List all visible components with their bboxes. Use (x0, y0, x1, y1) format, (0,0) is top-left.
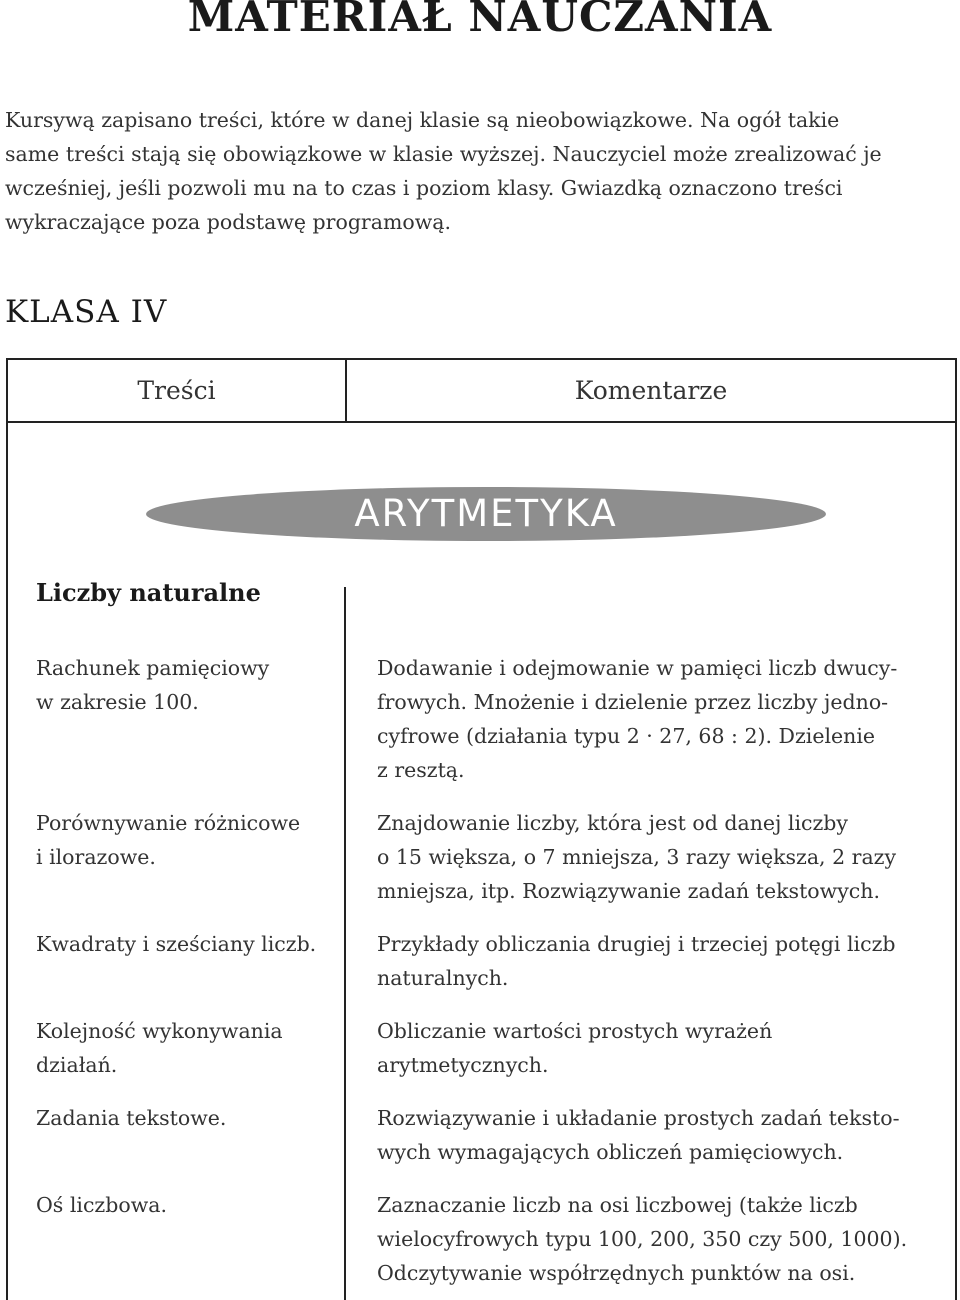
row-topic-line: Porównywanie różnicowe (36, 811, 301, 835)
row-comment (377, 1188, 947, 1290)
row-comment-line: Rozwiązywanie i układanie prostych zadań teksto- (377, 1106, 900, 1130)
row-topic-line: Kwadraty i sześciany liczb. (36, 932, 317, 956)
row-comment-line: cyfrowe (działania typu 2 · 27, 68 : 2). Dzielenie (377, 724, 876, 748)
row-topic-line: Kolejność wykonywania (36, 1019, 283, 1043)
subsection-title: Liczby naturalne (36, 578, 261, 607)
class-heading: KLASA IV (5, 294, 168, 330)
row-topic (36, 806, 336, 874)
column-header-content: Treści (8, 360, 347, 421)
row-comment-line: Przykłady obliczania drugiej i trzeciej potęgi liczb (377, 932, 896, 956)
row-topic (36, 927, 336, 961)
row-comment (377, 806, 947, 908)
table-header (6, 358, 957, 423)
row-comment-line: Obliczanie wartości prostych wyrażeń (377, 1019, 773, 1043)
row-topic-line: Rachunek pamięciowy (36, 656, 270, 680)
row-comment-line: mniejsza, itp. Rozwiązywanie zadań tekstowych. (377, 879, 880, 903)
row-comment-line: z resztą. (377, 758, 465, 782)
row-comment-line: frowych. Mnożenie i dzielenie przez liczby jedno- (377, 690, 889, 714)
intro-line: Kursywą zapisano treści, które w danej klasie są nieobowiązkowe. Na ogół takie (5, 108, 840, 132)
row-comment-line: Dodawanie i odejmowanie w pamięci liczb dwucy- (377, 656, 898, 680)
row-topic-line: i ilorazowe. (36, 845, 156, 869)
row-comment-line: Znajdowanie liczby, która jest od danej liczby (377, 811, 849, 835)
row-topic-line: w zakresie 100. (36, 690, 199, 714)
row-comment (377, 1014, 947, 1082)
column-divider (344, 587, 346, 1300)
row-topic (36, 1101, 336, 1135)
section-title: ARYTMETYKA (354, 492, 618, 535)
row-comment-line: naturalnych. (377, 966, 509, 990)
row-topic (36, 1014, 336, 1082)
row-topic (36, 1188, 336, 1222)
row-comment-line: wielocyfrowych typu 100, 200, 350 czy 500, 1000). (377, 1227, 908, 1251)
page-title: MATERIAŁ NAUCZANIA (187, 0, 773, 41)
row-topic-line: Oś liczbowa. (36, 1193, 167, 1217)
row-comment-line: arytmetycznych. (377, 1053, 549, 1077)
intro-line: wcześniej, jeśli pozwoli mu na to czas i poziom klasy. Gwiazdką oznaczono treści (5, 176, 843, 200)
table-left-border (6, 423, 8, 1300)
intro-line: same treści stają się obowiązkowe w klasie wyższej. Nauczyciel może zrealizować je (5, 142, 882, 166)
row-comment-line: Zaznaczanie liczb na osi liczbowej (także liczb (377, 1193, 858, 1217)
row-topic (36, 651, 336, 719)
row-comment-line: Odczytywanie współrzędnych punktów na osi. (377, 1261, 856, 1285)
row-comment-line: wych wymagających obliczeń pamięciowych. (377, 1140, 844, 1164)
row-comment (377, 927, 947, 995)
table-right-border (955, 423, 957, 1300)
row-topic-line: działań. (36, 1053, 118, 1077)
column-header-comments: Komentarze (574, 376, 728, 405)
row-comment-line: o 15 większa, o 7 mniejsza, 3 razy większa, 2 razy (377, 845, 897, 869)
intro-line: wykraczające poza podstawę programową. (5, 210, 452, 234)
row-topic-line: Zadania tekstowe. (36, 1106, 227, 1130)
intro-paragraph (5, 103, 955, 239)
row-comment (377, 651, 947, 787)
row-comment (377, 1101, 947, 1169)
